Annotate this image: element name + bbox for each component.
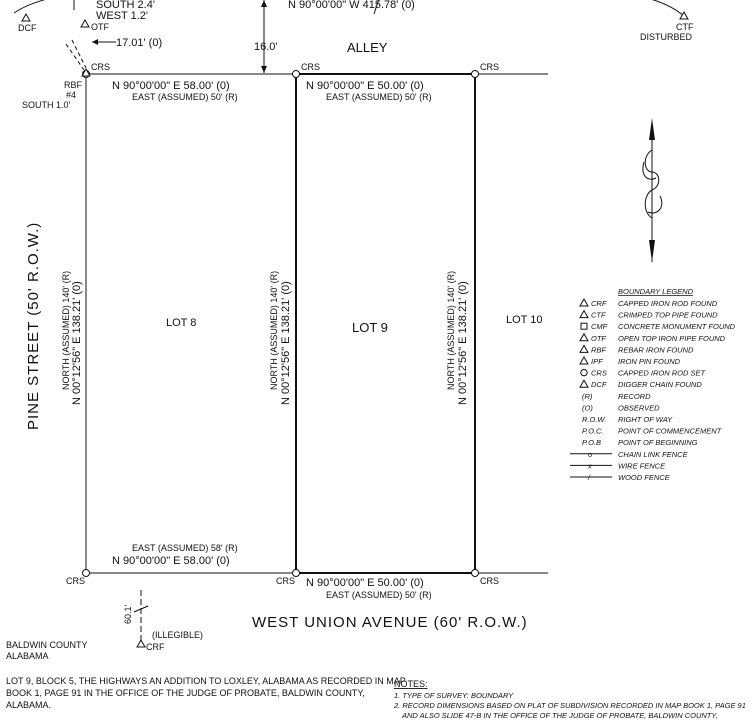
legend-fence-item: [570, 473, 671, 482]
otf-tie-line-2: [66, 44, 84, 70]
triangle-icon: [580, 299, 588, 306]
legend-code: P.O.B: [582, 438, 602, 448]
legend-desc: WOOD FENCE: [618, 473, 670, 482]
lot9-west-record: NORTH (ASSUMED) 140' (R): [269, 270, 279, 390]
legend-desc: WIRE FENCE: [618, 461, 666, 471]
description-line-3: ALABAMA.: [6, 700, 52, 710]
description-line-2: BOOK 1, PAGE 91 IN THE OFFICE OF THE JUDGE OF PROBATE, BALDWIN COUNTY,: [6, 688, 365, 698]
otf-label: OTF: [91, 22, 109, 32]
top-arc-line: [14, 0, 60, 13]
triangle-icon: [580, 380, 588, 387]
legend-code: (O): [582, 403, 593, 413]
legend: [570, 299, 736, 482]
crs-circle-icon: [293, 71, 300, 78]
lot9-label: LOT 9: [352, 320, 388, 335]
legend-code: P.O.C.: [582, 426, 604, 436]
legend-desc: OBSERVED: [618, 403, 660, 413]
triangle-icon: [580, 345, 588, 352]
legend-desc: DIGGER CHAIN FOUND: [618, 380, 702, 390]
legend-item: [582, 427, 723, 436]
dcf-label: DCF: [18, 23, 37, 33]
legend-fence-item: [570, 450, 689, 459]
legend-desc: IRON PIN FOUND: [618, 357, 681, 366]
crs-label: CRS: [276, 576, 296, 586]
legend-code: CTF: [591, 310, 606, 320]
legend-code: CRS: [591, 368, 607, 378]
arrow-icon: [92, 39, 98, 45]
legend-desc: CAPPED IRON ROD SET: [618, 368, 706, 378]
legend-fence-item: [570, 461, 666, 470]
note-2a: 2. RECORD DIMENSIONS BASED ON PLAT OF SUBDIVISION RECORDED IN MAP BOOK 1, PAGE 91: [394, 701, 746, 710]
otf-triangle-icon: [81, 20, 89, 27]
square-icon: [581, 323, 587, 329]
county-line-2: ALABAMA: [6, 651, 49, 661]
triangle-icon: [580, 357, 588, 364]
crs-label: CRS: [91, 62, 111, 72]
lot9-bottom-bearing: N 90°00'00" E 50.00' (0): [306, 577, 424, 589]
note-2b: AND ALSO SLIDE 47-B IN THE OFFICE OF THE JUDGE OF PROBATE, BALDWIN COUNTY,: [402, 711, 718, 720]
crs-label: CRS: [480, 62, 500, 72]
legend-item: [581, 369, 707, 378]
lot8-bottom-record: EAST (ASSUMED) 58' (R): [132, 543, 238, 553]
crs-circle-icon: [472, 71, 479, 78]
circle-icon: [581, 369, 587, 375]
lot8-west-record: NORTH (ASSUMED) 140' (R): [61, 270, 71, 390]
crf-triangle-icon: [137, 640, 145, 647]
crs-circle-icon: [472, 570, 479, 577]
fence-marker: x: [588, 461, 592, 471]
legend-desc: CONCRETE MONUMENT FOUND: [618, 322, 736, 332]
legend-desc: POINT OF COMMENCEMENT: [618, 426, 722, 436]
legend-item: [580, 380, 702, 389]
rbf-number: #4: [66, 90, 77, 100]
description-line-1: LOT 9, BLOCK 5, THE HIGHWAYS AN ADDITION TO LOXLEY, ALABAMA AS RECORDED IN MAP: [6, 676, 406, 686]
legend-item: [580, 334, 726, 343]
arrow-up-icon: [261, 0, 267, 7]
crs-label: CRS: [480, 576, 500, 586]
legend-desc: REBAR IRON FOUND: [618, 345, 694, 355]
legend-code: (R): [582, 391, 593, 401]
lot9-east-observed: N 00°12'56" E 138.21' (0): [457, 281, 469, 405]
union-avenue-label: WEST UNION AVENUE (60' R.O.W.): [252, 614, 528, 631]
legend-item: [580, 311, 718, 320]
legend-desc: CRIMPED TOP PIPE FOUND: [618, 310, 718, 320]
lot8-label: LOT 8: [166, 317, 197, 329]
legend-code: CRF: [591, 299, 607, 308]
otf-tie-line-1: [72, 40, 86, 68]
dcf-triangle-icon: [22, 14, 30, 21]
disturbed-label: DISTURBED: [640, 32, 693, 42]
note-1: 1. TYPE OF SURVEY: BOUNDARY: [394, 691, 514, 700]
legend-item: [581, 322, 736, 331]
rbf-label: RBF: [64, 80, 82, 90]
lot8-west-observed: N 00°12'56" E 138.21' (0): [71, 281, 83, 405]
triangle-icon: [580, 334, 588, 341]
dim-16-label: 16.0': [254, 41, 278, 53]
lot10-label: LOT 10: [506, 314, 543, 326]
legend-code: RBF: [591, 345, 606, 355]
top-bearing-label: N 90°00'00" W 415.78' (0): [288, 0, 415, 11]
legend-code: OTF: [591, 333, 606, 343]
arrow-down-icon: [261, 66, 267, 73]
legend-desc: OPEN TOP IRON PIPE FOUND: [618, 333, 726, 343]
legend-item: [582, 415, 673, 424]
legend-item: [580, 357, 681, 366]
alley-label: ALLEY: [347, 40, 388, 55]
legend-code: DCF: [591, 380, 607, 390]
triangle-icon: [580, 311, 588, 318]
legend-item: [582, 392, 651, 401]
legend-code: IPF: [591, 357, 603, 366]
lot9-east-record: NORTH (ASSUMED) 140' (R): [446, 270, 456, 390]
fence-marker: /: [588, 473, 591, 482]
legend-item: [582, 438, 698, 447]
top-west-offset: WEST 1.2': [96, 10, 149, 22]
notes-title: NOTES:: [394, 679, 428, 689]
legend-desc: CAPPED IRON ROD FOUND: [618, 299, 718, 308]
dist-1701-label: 17.01' (0): [116, 37, 163, 49]
lot9-west-observed: N 00°12'56" E 138.21' (0): [280, 281, 292, 405]
illegible-label: (ILLEGIBLE): [152, 630, 204, 640]
legend-title: BOUNDARY LEGEND: [618, 287, 694, 296]
lot8-top-record: EAST (ASSUMED) 50' (R): [132, 92, 238, 102]
lot9-top-record: EAST (ASSUMED) 50' (R): [326, 92, 432, 102]
top-right-arc-line: [640, 0, 686, 18]
crs-label: CRS: [301, 62, 321, 72]
legend-desc: POINT OF BEGINNING: [618, 438, 698, 448]
fence-marker: o: [588, 449, 593, 459]
top-south-offset: SOUTH 2.4': [96, 0, 155, 11]
legend-code: CMF: [591, 322, 608, 332]
lot9-top-bearing: N 90°00'00" E 50.00' (0): [306, 80, 424, 92]
pine-street-label: PINE STREET (50' R.O.W.): [25, 221, 42, 430]
legend-item: [580, 299, 718, 308]
legend-desc: RECORD: [618, 391, 651, 401]
ctf-label: CTF: [676, 22, 694, 32]
lot8-bottom-bearing: N 90°00'00" E 58.00' (0): [112, 555, 230, 567]
legend-desc: CHAIN LINK FENCE: [618, 449, 688, 459]
ctf-triangle-icon: [680, 12, 688, 19]
rbf-south-offset: SOUTH 1.0': [22, 100, 71, 110]
north-arrow-icon: [643, 118, 662, 262]
crf-label: CRF: [146, 642, 165, 652]
lot8-top-bearing: N 90°00'00" E 58.00' (0): [112, 80, 230, 92]
dist-601-label: 60.1': [123, 604, 133, 624]
crs-label: CRS: [66, 576, 86, 586]
legend-item: [582, 403, 660, 412]
legend-item: [580, 345, 694, 354]
lot9-bottom-record: EAST (ASSUMED) 50' (R): [326, 590, 432, 600]
legend-code: R.O.W.: [582, 415, 607, 424]
legend-desc: RIGHT OF WAY: [618, 415, 673, 424]
county-line-1: BALDWIN COUNTY: [6, 640, 88, 650]
